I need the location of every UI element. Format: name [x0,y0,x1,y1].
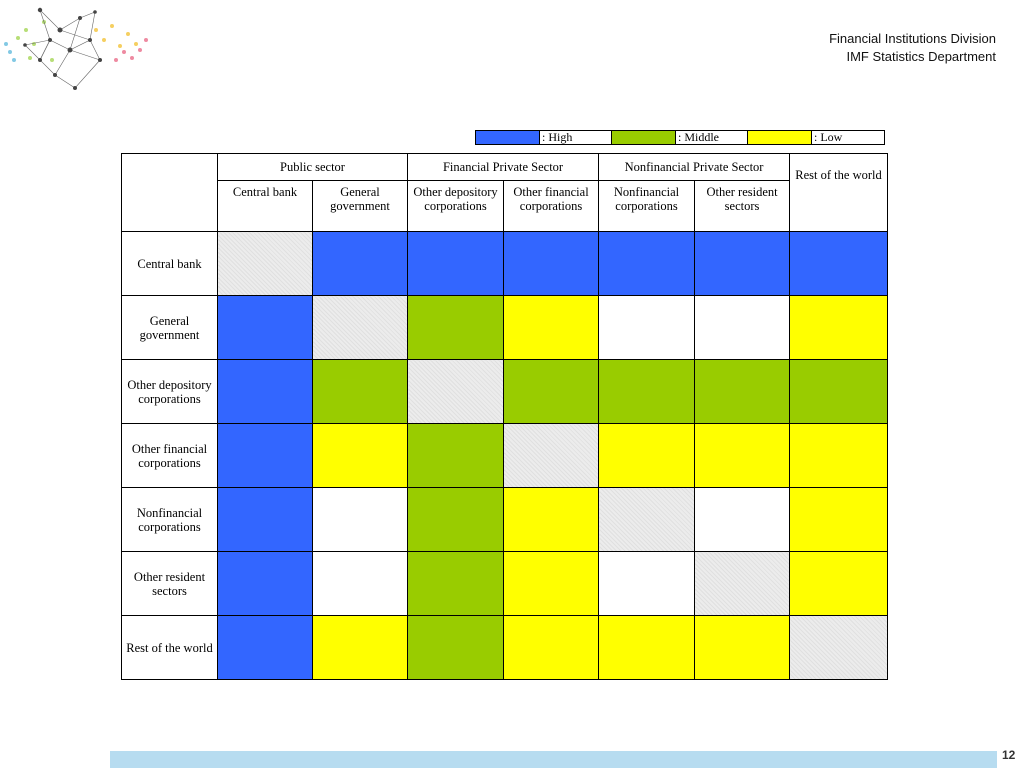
matrix-cell-none [599,296,695,360]
page-number: 12 [1002,748,1016,762]
matrix-cell-middle [408,552,504,616]
column-header: Central bank [218,181,313,232]
matrix-cell-middle [408,616,504,680]
matrix-cell-middle [408,488,504,552]
matrix-cell-low [695,424,790,488]
matrix-cell-middle [408,296,504,360]
matrix-cell-high [790,232,888,296]
legend-high-label: : High [540,131,612,144]
matrix-cell-high [313,232,408,296]
matrix-row [122,616,888,680]
legend-high-swatch [476,131,540,144]
matrix-cell-low [599,424,695,488]
matrix-cell-low [790,552,888,616]
footer-bar [110,751,997,768]
matrix-cell-high [218,424,313,488]
header-department: IMF Statistics Department [846,49,996,64]
matrix-cell-none [313,552,408,616]
column-header: Nonfinancial corporations [599,181,695,232]
matrix-cell-none [599,552,695,616]
matrix-cell-middle [790,360,888,424]
network-logo-icon [0,0,160,100]
matrix-cell-low [504,552,599,616]
column-header: Other financial corporations [504,181,599,232]
matrix-cell-none [313,488,408,552]
matrix-cell-high [218,488,313,552]
matrix-cell-diag [504,424,599,488]
row-header: Other financial corporations [122,424,218,488]
matrix-cell-middle [504,360,599,424]
matrix-row [122,296,888,360]
legend-middle-label: : Middle [676,131,748,144]
column-header: Other resident sectors [695,181,790,232]
header [829,30,996,66]
matrix-row [122,360,888,424]
row-header: Nonfinancial corporations [122,488,218,552]
matrix-cell-low [790,296,888,360]
matrix-cell-low [504,296,599,360]
matrix-row [122,424,888,488]
matrix-cell-low [599,616,695,680]
matrix-cell-diag [313,296,408,360]
matrix-cell-high [218,616,313,680]
matrix-cell-low [504,616,599,680]
legend-middle-swatch [612,131,676,144]
matrix-cell-high [599,232,695,296]
matrix-cell-low [504,488,599,552]
row-header: Rest of the world [122,616,218,680]
matrix-cell-middle [695,360,790,424]
matrix-cell-none [695,488,790,552]
matrix-cell-low [313,616,408,680]
matrix-body [122,232,888,680]
row-header: Central bank [122,232,218,296]
matrix-cell-high [504,232,599,296]
column-header: Other depository corporations [408,181,504,232]
matrix-cell-high [408,232,504,296]
matrix-cell-diag [790,616,888,680]
matrix-cell-high [218,296,313,360]
row-header: General government [122,296,218,360]
matrix-cell-middle [408,424,504,488]
header-division: Financial Institutions Division [829,31,996,46]
matrix-row [122,552,888,616]
matrix-cell-none [695,296,790,360]
column-header: General government [313,181,408,232]
legend-low-label: : Low [814,130,843,144]
row-header: Other depository corporations [122,360,218,424]
matrix-row [122,488,888,552]
matrix-cell-low [790,488,888,552]
matrix-row [122,232,888,296]
legend [475,130,885,145]
matrix-cell-high [218,552,313,616]
matrix-cell-high [218,360,313,424]
group-header-public: Public sector [218,154,408,181]
matrix-cell-low [313,424,408,488]
matrix-cell-middle [313,360,408,424]
matrix-cell-diag [599,488,695,552]
matrix-cell-diag [408,360,504,424]
row-header: Other resident sectors [122,552,218,616]
matrix-cell-low [695,616,790,680]
matrix-cell-diag [695,552,790,616]
group-header-financial-private: Financial Private Sector [408,154,599,181]
column-header-rest-of-world: Rest of the world [790,154,888,232]
legend-low-swatch [748,131,812,144]
matrix-cell-high [695,232,790,296]
corner-cell [122,154,218,232]
matrix-cell-low [790,424,888,488]
matrix-cell-middle [599,360,695,424]
interconnectedness-matrix [121,153,888,680]
matrix-cell-diag [218,232,313,296]
group-header-nonfinancial-private: Nonfinancial Private Sector [599,154,790,181]
